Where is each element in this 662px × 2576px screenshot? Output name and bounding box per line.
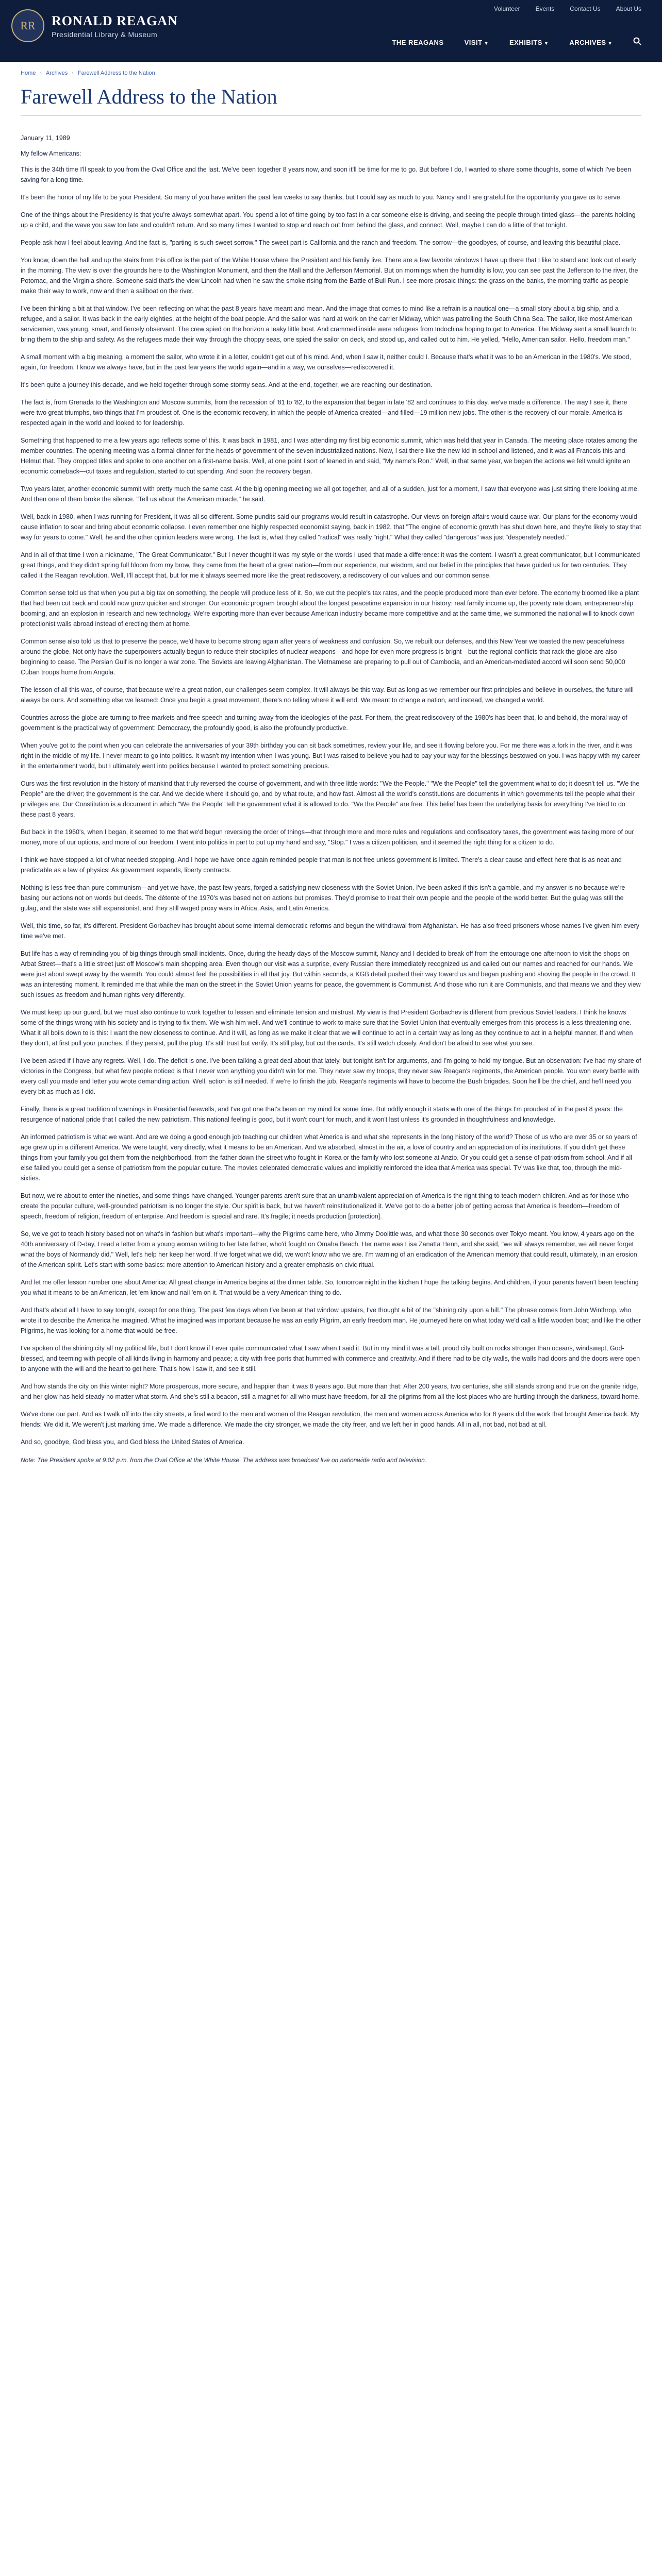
breadcrumb-current: Farewell Address to the Nation xyxy=(77,70,155,76)
speech-paragraph: Two years later, another economic summit with pretty much the same cast. At the big opening meeting we all got together, and all of a sudden, just for a moment, I saw that everyone was just sitting there looking at me. And then one of them broke the silence. "Tell us about the American miracle," he said. xyxy=(21,485,639,503)
site-header xyxy=(0,0,662,62)
nav-the-reagans[interactable] xyxy=(392,39,443,46)
speech-paragraph: I've spoken of the shining city all my political life, but I don't know if I ever quite communicated what I saw when I said it. But in my mind it was a tall, proud city built on rocks stronger than oceans, windswept, God-blessed, and teeming with people of all kinds living in harmony and peace; a city with free ports that hummed with commerce and creativity. And if there had to be city walls, the walls had doors and the doors were open to anyone with the will and the heart to get here. That's how I saw it, and see it still. xyxy=(21,1345,640,1372)
speech-paragraph: Common sense also told us that to preserve the peace, we'd have to become strong again after years of weakness and confusion. So, we rebuilt our defenses, and this New Year we toasted the new peacefulness around the globe. Not only have the superpowers actually begun to reduce their stockpiles of nuclear weapons—and hope for even more progress is bright—but the regional conflicts that rack the globe are also beginning to cease. The Persian Gulf is no longer a war zone. The Soviets are leaving Afghanistan. The Vietnamese are preparing to pull out of Cambodia, and an American-mediated accord will soon send 50,000 Cuban troops home from Angola. xyxy=(21,638,625,676)
utility-link-volunteer[interactable]: Volunteer xyxy=(493,5,520,12)
speech-salutation: My fellow Americans: xyxy=(21,150,81,157)
page-title: Farewell Address to the Nation xyxy=(21,84,641,116)
breadcrumb-separator: › xyxy=(72,70,74,76)
speech-paragraph: The lesson of all this was, of course, that because we're a great nation, our challenges seem complex. It will always be this way. But as long as we remember our first principles and believe in ourselves, the future will always be ours. And something else we learned: Once you begin a great movement, there's no telling where it will end. We meant to change a nation, and instead, we changed a world. xyxy=(21,686,634,704)
breadcrumb-separator: › xyxy=(40,70,42,76)
speech-paragraph: One of the things about the Presidency is that you're always somewhat apart. You spend a lot of time going by too fast in a car someone else is driving, and seeing the people through tinted glass—the parents holding up a child, and the wave you saw too late and couldn't return. And so many times I wanted to stop and reach out from behind the glass, and connect. Well, maybe I can do a little of that tonight. xyxy=(21,211,636,229)
nav-label: EXHIBITS xyxy=(509,39,542,46)
speech-paragraph: I've been asked if I have any regrets. Well, I do. The deficit is one. I've been talking a great deal about that lately, but tonight isn't for arguments, and I'm going to hold my tongue. But an observation: I've had my share of victories in the Congress, but what few people noticed is that I never won anything you didn't win for me. They never saw my troops, they never saw Reagan's regiments, the American people. You won every battle with every call you made and letter you wrote demanding action. Well, action is still needed. If we're to finish the job, Reagan's regiments will have to become the Bush brigades. Soon he'll be the chief, and he'll need you every bit as much as I did. xyxy=(21,1057,641,1095)
utility-link-about[interactable]: About Us xyxy=(616,5,641,12)
speech-paragraph: We must keep up our guard, but we must also continue to work together to lessen and eliminate tension and mistrust. My view is that President Gorbachev is different from previous Soviet leaders. I think he knows some of the things wrong with his society and is trying to fix them. We wish him well. And we'll continue to work to make sure that the Soviet Union that eventually emerges from this process is a less threatening one. What it all boils down to is this: I want the new closeness to continue. And it will, as long as we make it clear that we will continue to act in a certain way as long as they continue to act in a helpful manner. If and when they don't, at first pull your punches. If they persist, pull the plug. It's still trust but verify. It's still play, but cut the cards. It's still watch closely. And don't be afraid to see what you see. xyxy=(21,1009,633,1047)
speech-paragraph: It's been the honor of my life to be your President. So many of you have written the past few weeks to say thanks, but I could say as much to you. Nancy and I are grateful for the opportunity you gave us to serve. xyxy=(21,194,622,201)
speech-paragraph: And so, goodbye, God bless you, and God bless the United States of America. xyxy=(21,1438,244,1446)
speech-paragraph: Ours was the first revolution in the history of mankind that truly reversed the course of government, and with three little words: "We the People." "We the People" tell the government what to do; it doesn't tell us. "We the People" are the driver; the government is the car. And we decide where it should go, and by what route, and how fast. Almost all the world's constitutions are documents in which governments tell the people what their privileges are. Our Constitution is a document in which "We the People" tell the government what it is allowed to do. "We the People" are free. This belief has been the underlying basis for everything I've tried to do these past 8 years. xyxy=(21,780,640,818)
speech-paragraph: Countries across the globe are turning to free markets and free speech and turning away from the ideologies of the past. For them, the great rediscovery of the 1980's has been that, lo and behold, the moral way of government is the practical way of government: Democracy, the profoundly good, is also the profoundly productive. xyxy=(21,714,627,732)
breadcrumb-home[interactable]: Home xyxy=(21,70,36,76)
speech-paragraph: And how stands the city on this winter night? More prosperous, more secure, and happier than it was 8 years ago. But more than that: After 200 years, two centuries, she still stands strong and true on the granite ridge, and her glow has held steady no matter what storm. And she's still a beacon, still a magnet for all who must have freedom, for all the pilgrims from all the lost places who are hurtling through the darkness, toward home. xyxy=(21,1383,640,1400)
speech-paragraph: I've been thinking a bit at that window. I've been reflecting on what the past 8 years have meant and mean. And the image that comes to mind like a refrain is a nautical one—a small story about a big ship, and a refugee, and a sailor. It was back in the early eighties, at the height of the boat people. And the sailor was hard at work on the carrier Midway, which was patrolling the South China Sea. The sailor, like most American servicemen, was young, smart, and fiercely observant. The crew spied on the horizon a leaky little boat. And crammed inside were refugees from Indochina hoping to get to America. The Midway sent a small launch to bring them to the ship and safety. As the refugees made their way through the choppy seas, one spied the sailor on deck, and stood up, and called out to him. He yelled, "Hello, American sailor. Hello, freedom man." xyxy=(21,305,637,343)
site-logo[interactable] xyxy=(11,9,178,42)
main-nav xyxy=(392,37,641,48)
speech-date: January 11, 1989 xyxy=(21,134,70,142)
search-icon[interactable] xyxy=(633,37,641,48)
speech-paragraph: And that's about all I have to say tonight, except for one thing. The past few days when I've been at that window upstairs, I've thought a bit of the "shining city upon a hill." The phrase comes from John Winthrop, who wrote it to describe the America he imagined. What he imagined was important because he was an early Pilgrim, an early freedom man. He journeyed here on what today we'd call a little wooden boat; and like the other Pilgrims, he was looking for a home that would be free. xyxy=(21,1307,641,1334)
chevron-down-icon: ▼ xyxy=(543,41,549,46)
logo-title: RONALD REAGAN xyxy=(52,13,178,28)
speech-paragraph: An informed patriotism is what we want. And are we doing a good enough job teaching our children what America is and what she represents in the long history of the world? Those of us who are over 35 or so years of age grew up in a different America. We were taught, very directly, what it means to be an American. And we absorbed, almost in the air, a love of country and an appreciation of its institutions. If you didn't get these things from your family you got them from the neighborhood, from the father down the street who fought in Korea or the family who lost someone at Anzio. Or you could get a sense of patriotism from school. And if all else failed you could get a sense of patriotism from the popular culture. The movies celebrated democratic values and implicitly reinforced the idea that America was special. TV was like that, too, through the mid-sixties. xyxy=(21,1133,637,1182)
chevron-down-icon: ▼ xyxy=(607,41,613,46)
nav-label: THE REAGANS xyxy=(392,39,444,46)
speech-paragraph: Common sense told us that when you put a big tax on something, the people will produce less of it. So, we cut the people's tax rates, and the people produced more than ever before. The economy bloomed like a plant that had been cut back and could now grow quicker and stronger. Our economic program brought about the longest peacetime expansion in our history: real family income up, the poverty rate down, entrepreneurship booming, and an explosion in research and new technology. We're exporting more than ever because American industry became more competitive and at the same time, we summoned the national will to knock down protectionist walls abroad instead of erecting them at home. xyxy=(21,589,639,628)
logo-subtitle: Presidential Library & Museum xyxy=(52,30,158,39)
speech-paragraph: I think we have stopped a lot of what needed stopping. And I hope we have once again reminded people that man is not free unless government is limited. There's a clear cause and effect here that is as neat and predictable as a law of physics: As government expands, liberty contracts. xyxy=(21,856,622,874)
speech-note: Note: The President spoke at 9:02 p.m. from the Oval Office at the White House. The address was broadcast live on nationwide radio and television. xyxy=(21,1456,427,1464)
utility-nav xyxy=(494,5,641,12)
speech-paragraph: We've done our part. And as I walk off into the city streets, a final word to the men and women of the Reagan revolution, the men and women across America who for 8 years did the work that brought America back. My friends: We did it. We weren't just marking time. We made a difference. We made the city stronger, we made the city freer, and we left her in good hands. All in all, not bad, not bad at all. xyxy=(21,1411,639,1428)
speech-paragraph: Well, this time, so far, it's different. President Gorbachev has brought about some internal democratic reforms and begun the withdrawal from Afghanistan. He has also freed prisoners whose names I've given him every time we've met. xyxy=(21,922,640,940)
speech-paragraph: This is the 34th time I'll speak to you from the Oval Office and the last. We've been together 8 years now, and soon it'll be time for me to go. But before I do, I wanted to share some thoughts, some of which I've been saving for a long time. xyxy=(21,166,632,183)
nav-visit[interactable] xyxy=(465,39,489,46)
chevron-down-icon: ▼ xyxy=(484,41,489,46)
nav-label: ARCHIVES xyxy=(569,39,606,46)
speech-paragraph: And in all of that time I won a nickname, "The Great Communicator." But I never thought it was my style or the words I used that made a difference: it was the content. I wasn't a great communicator, but I communicated great things, and they didn't spring full bloom from my brow, they came from the heart of a great nation—from our experience, our wisdom, and our belief in the principles that have guided us for two centuries. They called it the Reagan revolution. Well, I'll accept that, but for me it always seemed more like the great rediscovery, a rediscovery of our values and our common sense. xyxy=(21,551,640,579)
nav-label: VISIT xyxy=(464,39,483,46)
speech-paragraph: You know, down the hall and up the stairs from this office is the part of the White House where the President and his family live. There are a few favorite windows I have up there that I like to stand and look out of early in the morning. The view is over the grounds here to the Washington Monument, and then the Mall and the Jefferson Memorial. But on mornings when the humidity is low, you can see past the Jefferson to the river, the Potomac, and the Virginia shore. Someone said that's the view Lincoln had when he saw the smoke rising from the Battle of Bull Run. I see more prosaic things: the grass on the banks, the morning traffic as people make their way to work, now and then a sailboat on the river. xyxy=(21,257,638,295)
breadcrumb-archives[interactable]: Archives xyxy=(46,70,68,76)
library-seal-icon: RR xyxy=(11,9,44,42)
speech-paragraph: Nothing is less free than pure communism—and yet we have, the past few years, forged a satisfying new closeness with the Soviet Union. I've been asked if this isn't a gamble, and my answer is no because we're basing our actions not on words but deeds. The détente of the 1970's was based not on actions but promises. They'd promise to treat their own people and the people of the world better. But the gulag was still the gulag, and the state was still expansionist, and they still waged proxy wars in Africa, Asia, and Latin America. xyxy=(21,884,625,912)
speech-paragraph: The fact is, from Grenada to the Washington and Moscow summits, from the recession of '81 to '82, to the expansion that began in late '82 and continues to this day, we've made a difference. The way I see it, there were two great triumphs, two things that I'm proudest of. One is the economic recovery, in which the people of America created—and filled—19 million new jobs. The other is the recovery of our morale. America is respected again in the world and looked to for leadership. xyxy=(21,399,627,427)
logo-text xyxy=(52,13,178,39)
main-content xyxy=(0,62,662,1464)
utility-link-events[interactable]: Events xyxy=(535,5,555,12)
speech-paragraph: Finally, there is a great tradition of warnings in Presidential farewells, and I've got one that's been on my mind for some time. But oddly enough it starts with one of the things I'm proudest of in the past 8 years: the resurgence of national pride that I called the new patriotism. This national feeling is good, but it won't count for much, and it won't last unless it's grounded in thoughtfulness and knowledge. xyxy=(21,1106,623,1123)
speech-paragraph: People ask how I feel about leaving. And the fact is, "parting is such sweet sorrow." The sweet part is California and the ranch and freedom. The sorrow—the goodbyes, of course, and leaving this beautiful place. xyxy=(21,239,621,246)
speech-paragraph: And let me offer lesson number one about America: All great change in America begins at the dinner table. So, tomorrow night in the kitchen I hope the talking begins. And children, if your parents haven't been teaching you what it means to be an American, let 'em know and nail 'em on it. That would be a very American thing to do. xyxy=(21,1279,639,1296)
breadcrumb xyxy=(21,62,641,76)
speech-paragraph: Well, back in 1980, when I was running for President, it was all so different. Some pundits said our programs would result in catastrophe. Our views on foreign affairs would cause war. Our plans for the economy would cause inflation to soar and bring about economic collapse. I even remember one highly respected economist saying, back in 1982, that "The engine of economic growth has shut down here, and they're likely to stay that way for years to come." Well, he and the other opinion leaders were wrong. The fact is, what they called "radical" was really "right." What they called "dangerous" was just "desperately needed." xyxy=(21,513,641,541)
nav-archives[interactable] xyxy=(569,39,613,46)
speech-paragraph: But life has a way of reminding you of big things through small incidents. Once, during the heady days of the Moscow summit, Nancy and I decided to break off from the entourage one afternoon to visit the shops on Arbat Street—that's a little street just off Moscow's main shopping area. Even though our visit was a surprise, every Russian there immediately recognized us and called out our names and reached for our hands. We were just about swept away by the warmth. You could almost feel the possibilities in all that joy. But within seconds, a KGB detail pushed their way toward us and began pushing and shoving the people in the crowd. It was an interesting moment. It reminded me that while the man on the street in the Soviet Union yearns for peace, the government is Communist. And those who run it are Communists, and that means we and they view such issues as freedom and human rights very differently. xyxy=(21,950,641,998)
speech-paragraph: So, we've got to teach history based not on what's in fashion but what's important—why the Pilgrims came here, who Jimmy Doolittle was, and what those 30 seconds over Tokyo meant. You know, 4 years ago on the 40th anniversary of D-day, I read a letter from a young woman writing to her late father, who'd fought on Omaha Beach. Her name was Lisa Zanatta Henn, and she said, "we will always remember, we will never forget what the boys of Normandy did." Well, let's help her keep her word. If we forget what we did, we won't know who we are. I'm warning of an eradication of the American memory that could result, ultimately, in an erosion of the American spirit. Let's start with some basics: more attention to American history and a greater emphasis on civic ritual. xyxy=(21,1230,637,1268)
nav-exhibits[interactable] xyxy=(509,39,549,46)
speech-paragraph: But back in the 1960's, when I began, it seemed to me that we'd begun reversing the order of things—that through more and more rules and regulations and confiscatory taxes, the government was taking more of our money, more of our options, and more of our freedom. I went into politics in part to put up my hand and say, "Stop." I was a citizen politician, and it seemed the right thing for a citizen to do. xyxy=(21,828,634,846)
speech-paragraph: A small moment with a big meaning, a moment the sailor, who wrote it in a letter, couldn't get out of his mind. And, when I saw it, neither could I. Because that's what it was to be an American in the 1980's. We stood, again, for freedom. I know we always have, but in the past few years the world again—and in a way, we ourselves—rediscovered it. xyxy=(21,353,631,371)
utility-link-contact[interactable]: Contact Us xyxy=(570,5,601,12)
speech-paragraph: When you've got to the point when you can celebrate the anniversaries of your 39th birthday you can sit back sometimes, review your life, and see it flowing before you. For me there was a fork in the river, and it was right in the middle of my life. I never meant to go into politics. It wasn't my intention when I was young. But I was raised to believe you had to pay your way for the blessings bestowed on you. I was happy with my career in the entertainment world, but I ultimately went into politics because I wanted to protect something precious. xyxy=(21,742,640,770)
speech-paragraph: But now, we're about to enter the nineties, and some things have changed. Younger parents aren't sure that an unambivalent appreciation of America is the right thing to teach modern children. And as for those who create the popular culture, well-grounded patriotism is no longer the style. Our spirit is back, but we haven't reinstitutionalized it. We've got to do a better job of getting across that America is freedom—freedom of speech, freedom of religion, freedom of enterprise. And freedom is special and rare. It's fragile; it needs production [protection]. xyxy=(21,1192,629,1220)
speech-paragraph: It's been quite a journey this decade, and we held together through some stormy seas. And at the end, together, we are reaching our destination. xyxy=(21,381,433,388)
speech-paragraph: Something that happened to me a few years ago reflects some of this. It was back in 1981, and I was attending my first big economic summit, which was held that year in Canada. The meeting place rotates among the member countries. The opening meeting was a formal dinner for the heads of government of the seven industrialized nations. Now, I sat there like the new kid in school and listened, and it was all Francois this and Helmut that. They dropped titles and spoke to one another on a first-name basis. Well, at one point I sort of leaned in and said, "My name's Ron." Well, in that same year, we began the actions we felt would ignite an economic comeback—cut taxes and regulation, started to cut spending. And soon the recovery began. xyxy=(21,437,638,475)
